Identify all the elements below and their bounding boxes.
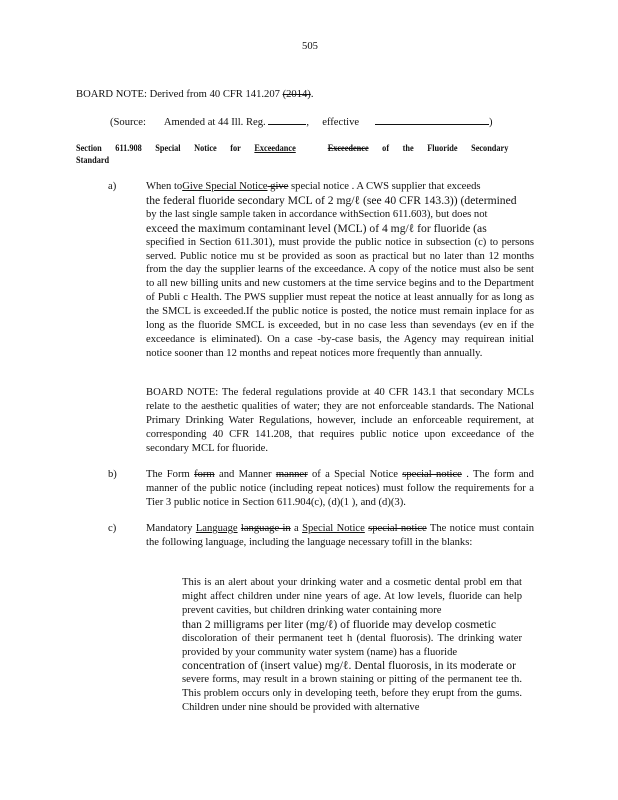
para-c-text5: The notice must contain the following language, including the language necessary tofill in the blanks:: [146, 523, 534, 548]
para-a-line2: the federal fluoride secondary MCL of 2 mg/ℓ (see 40 CFR 143.3)) (determined: [146, 193, 517, 207]
para-a-when-to: When to: [146, 181, 183, 192]
para-b-struck-special-notice: special notice: [402, 469, 462, 480]
source-label: (Source:: [110, 117, 146, 128]
section-number: 611.908: [115, 143, 142, 153]
para-c-struck-special-notice: special notice: [368, 523, 427, 534]
quote-part1: This is an alert about your drinking water and a cosmetic dental probl em that might affect children under nine years of age. At low levels, fluoride can help prevent cavities, but children drinking water containing more: [182, 577, 522, 616]
para-c-inserted-special-notice: Special Notice: [302, 523, 365, 534]
heading-inserted-exceedance: Exceedance: [254, 143, 296, 153]
effective-date-blank: [375, 114, 489, 125]
heading-word-special: Special: [155, 143, 181, 153]
board-note-derived: [76, 88, 516, 102]
heading-word-fluoride: Fluoride: [427, 143, 458, 153]
para-c-text1: Mandatory: [146, 523, 196, 534]
para-c-marker: c): [108, 523, 117, 534]
para-b-struck-manner: manner: [275, 469, 308, 480]
para-b-struck-form: form: [194, 469, 215, 480]
source-comma: ,: [306, 117, 309, 128]
heading-word-notice: Notice: [194, 143, 217, 153]
quote-part4: concentration of (insert value) mg/ℓ. Dental fluorosis, in its moderate or: [182, 659, 516, 673]
para-b-text3: of a Special Notice: [307, 469, 403, 480]
para-a-body: [146, 180, 534, 361]
para-a-remainder: specified in Section 611.301), must provide the public notice in subsection (c) to persons served. Public notice mu st be provided as soon as practical but no later than 12 months from the day the supplier learns of the exceedance. A copy of the notice must also be sent to all new billing units and new customers at the time service begins and to the Department of Publi c Health. The PWS supplier must repeat the notice at least annually for as long as the SMCL is exceeded.If the public notice is posted, the notice must remain inplace for as long as the fluoride SMCL is exceeded, but in no case less than sevendays (ev en if the exceedance is eliminated). On a case -by-case basis, the Agency may requirean initial notice sooner than 12 months and repeat notices more frequently than annually.: [146, 236, 534, 359]
para-b-text1: The Form: [146, 469, 195, 480]
section-heading: [76, 142, 509, 166]
para-c-inserted-language: Language: [195, 523, 238, 534]
amended-text: Amended at 44 Ill. Reg.: [163, 117, 266, 128]
heading-word-for: for: [230, 143, 241, 153]
para-a-line3: by the last single sample taken in accordance withSection 611.603), but does not: [146, 208, 488, 220]
para-b-marker: b): [108, 469, 117, 480]
register-blank: [268, 114, 306, 125]
page-number: 505: [302, 41, 318, 52]
para-b-text4: . The form and manner of the public notice (including repeat notices) must follow the requirements for a Tier 3 public notice in Section 611.904(c), (d)(1 ), and (d)(3).: [146, 469, 534, 508]
para-b-text2: and Manner: [214, 469, 276, 480]
heading-line2: Standard: [76, 155, 110, 165]
para-c-text3: a: [290, 523, 303, 534]
heading-word-of: of: [382, 143, 390, 153]
board-note-struck-year: (2014): [282, 89, 311, 100]
notice-quote: [182, 576, 522, 715]
heading-struck-exceedence: Exceedence: [327, 143, 369, 153]
para-a-struck-give: give: [267, 181, 289, 192]
board-note-federal: BOARD NOTE: The federal regulations provide at 40 CFR 143.1 that secondary MCLs relate to the aesthetic qualities of water; they are not enforceable standards. The National Primary Drinking Water Regulations, however, include an enforceable requirement, at corresponding 40 CFR 141.208, that requires public notice upon exceedance of the secondary MCL for fluoride.: [146, 387, 534, 454]
para-b-body: [146, 468, 534, 510]
para-c-struck-language-in: language in: [240, 523, 291, 534]
heading-word-the: the: [402, 143, 414, 153]
quote-part5: severe forms, may result in a brown staining or pitting of the permanent tee th. This problem occurs only in developing teeth, before they erupt from the gums. Children under nine should be provided with alternative: [182, 674, 522, 714]
board-note-suffix: .: [310, 89, 314, 100]
heading-word-secondary: Secondary: [471, 143, 509, 153]
para-a-line4: exceed the maximum contaminant level (MCL) of 4 mg/ℓ for fluoride (as: [146, 221, 487, 235]
source-close: ): [488, 117, 493, 128]
para-c-body: [146, 522, 534, 550]
section-word: Section: [76, 143, 102, 153]
source-line: [110, 114, 510, 130]
quote-part3: discoloration of their permanent teet h (dental fluorosis). The drinking water provided by your community water system (name) has a fluoride: [182, 632, 522, 658]
quote-part2: than 2 milligrams per liter (mg/ℓ) of fluoride may develop cosmetic: [182, 617, 496, 631]
effective-label: effective: [322, 117, 360, 128]
board-note-prefix: BOARD NOTE: Derived from 40 CFR 141.207: [76, 89, 283, 100]
para-a-line1-rest: special notice . A CWS supplier that exceeds: [288, 181, 481, 192]
para-a-inserted-give-special-notice: Give Special Notice: [182, 181, 268, 192]
para-a-marker: a): [108, 181, 117, 192]
